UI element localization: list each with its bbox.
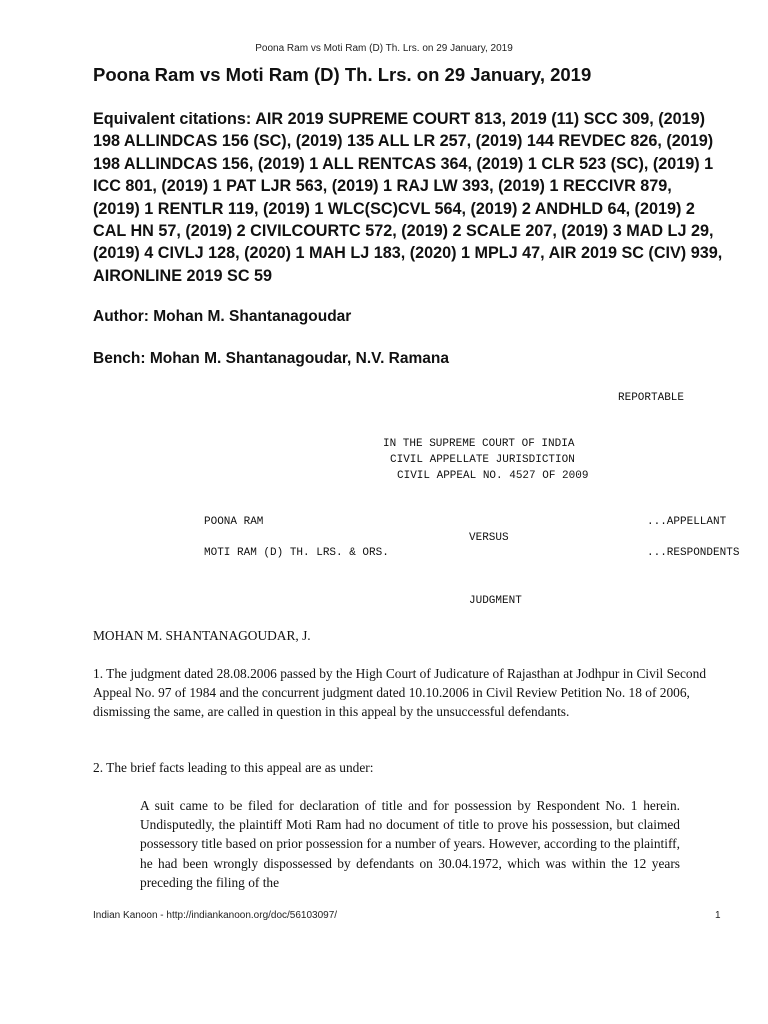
running-header: Poona Ram vs Moti Ram (D) Th. Lrs. on 29 January, 2019 [255, 43, 513, 54]
appellant-name: POONA RAM [204, 516, 264, 528]
appeal-number: CIVIL APPEAL NO. 4527 OF 2009 [397, 470, 589, 482]
jurisdiction: CIVIL APPELLATE JURISDICTION [390, 454, 575, 466]
appellant-role: ...APPELLANT [647, 516, 727, 528]
paragraph-2: 2. The brief facts leading to this appeal are as under: [93, 760, 374, 775]
paragraph-1: 1. The judgment dated 28.08.2006 passed by the High Court of Judicature of Rajasthan at Jodhpur in Civil Second Appeal No. 97 of 1984 and the concurrent judgment dated 10.10.2006 in Civil Review Petition No. 18 of 2006, dismissing the same, are called in question in this appeal by the unsuccessful defendants. [93, 666, 707, 720]
reportable-label: REPORTABLE [618, 392, 685, 404]
judge-line: MOHAN M. SHANTANAGOUDAR, J. [93, 628, 311, 643]
author-line: Author: Mohan M. Shantanagoudar [93, 308, 352, 325]
versus-label: VERSUS [469, 532, 509, 544]
page-number: 1 [715, 910, 721, 921]
respondent-role: ...RESPONDENTS [647, 547, 740, 559]
block-quote: A suit came to be filed for declaration of title and for possession by Respondent No. 1 herein. Undisputedly, the plaintiff Moti Ram had no document of title to prove his possession, but claimed possessory title based on prior possession for a number of years. However, according to the plaintiff, he had been wrongly dispossessed by defendants on 30.04.1972, which was within the 12 years preceding the filing of the [140, 798, 680, 890]
judgment-label: JUDGMENT [469, 595, 522, 607]
court-name: IN THE SUPREME COURT OF INDIA [383, 438, 575, 450]
bench-line: Bench: Mohan M. Shantanagoudar, N.V. Ramana [93, 350, 449, 367]
respondent-name: MOTI RAM (D) TH. LRS. & ORS. [204, 547, 389, 559]
footer-source: Indian Kanoon - http://indiankanoon.org/doc/56103097/ [93, 910, 338, 921]
document-title: Poona Ram vs Moti Ram (D) Th. Lrs. on 29 January, 2019 [93, 64, 592, 85]
equivalent-citations: Equivalent citations: AIR 2019 SUPREME COURT 813, 2019 (11) SCC 309, (2019) 198 ALLINDCAS 156 (SC), (2019) 135 ALL LR 257, (2019) 144 REVDEC 826, (2019) 198 ALLINDCAS 156, (2019) 1 ALL RENTCAS 364, (2019) 1 CLR 523 (SC), (2019) 1 ICC 801, (2019) 1 PAT LJR 563, (2019) 1 RAJ LW 393, (2019) 1 RECCIVR 879, (2019) 1 RENTLR 119, (2019) 1 WLC(SC)CVL 564, (2019) 2 ANDHLD 64, (2019) 2 CAL HN 57, (2019) 2 CIVILCOURTC 572, (2019) 2 SCALE 207, (2019) 3 MAD LJ 29, (2019) 4 CIVLJ 128, (2020) 1 MAH LJ 183, (2020) 1 MPLJ 47, AIR 2019 SC (CIV) 939, AIRONLINE 2019 SC 59 [93, 110, 723, 285]
